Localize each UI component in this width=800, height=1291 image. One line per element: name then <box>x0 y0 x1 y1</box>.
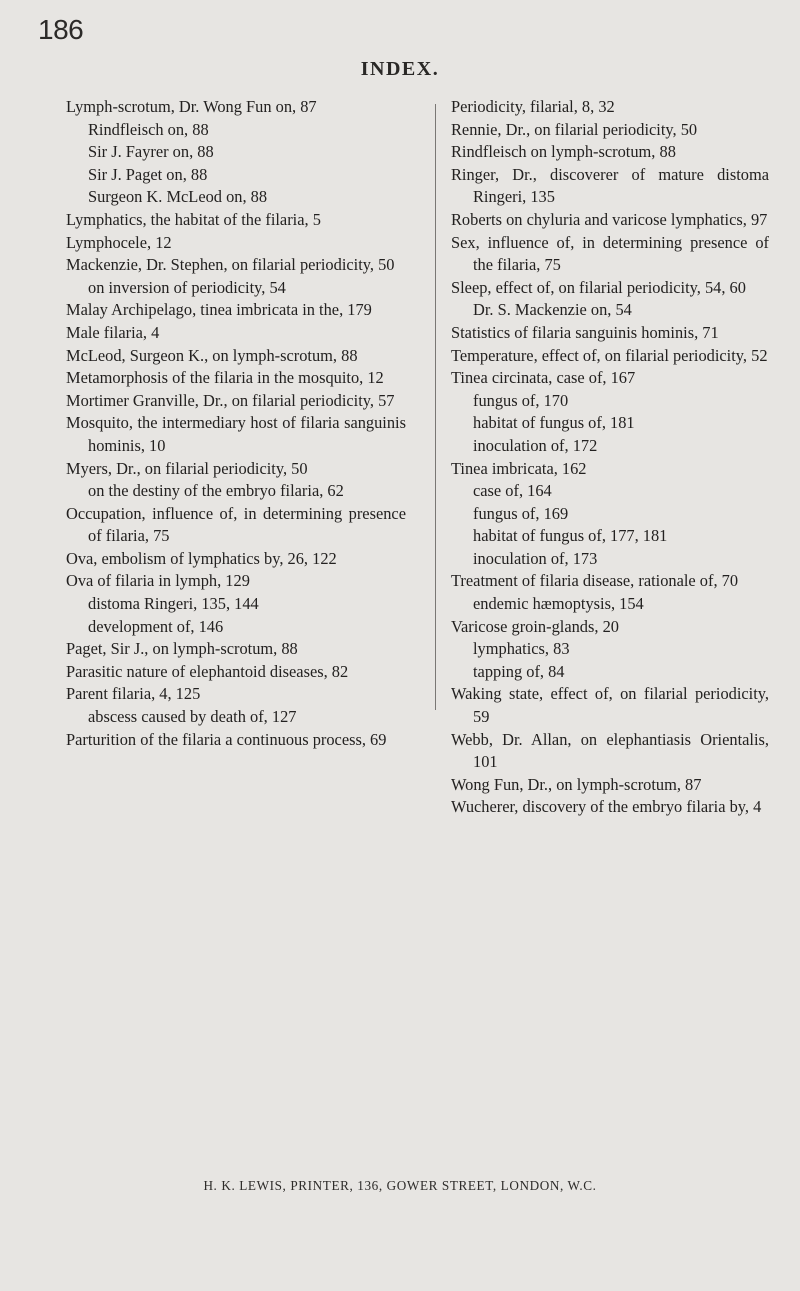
index-entry: Malay Archipelago, tinea imbricata in the, 179 <box>66 300 372 320</box>
index-entry: Ova, embolism of lymphatics by, 26, 122 <box>66 548 337 568</box>
index-entry: Webb, Dr. Allan, on elephantiasis Orientalis, 101 <box>451 729 769 772</box>
index-entry: Wong Fun, Dr., on lymph-scrotum, 87 <box>451 774 702 794</box>
index-entry: Tinea imbricata, 162 <box>451 458 587 478</box>
index-subentry: fungus of, 169 <box>473 503 569 523</box>
index-subentry: abscess caused by death of, 127 <box>88 707 297 727</box>
index-entry: Treatment of filaria disease, rationale of, 70 <box>451 571 739 591</box>
index-entry: Ova of filaria in lymph, 129 <box>66 571 250 591</box>
index-entry: Roberts on chyluria and varicose lymphatics, 97 <box>451 209 768 229</box>
index-entry: Occupation, influence of, in determining presence of filaria, 75 <box>66 503 406 546</box>
index-entry: Metamorphosis of the filaria in the mosquito, 12 <box>66 368 384 388</box>
index-entry: Parent filaria, 4, 125 <box>66 684 201 704</box>
index-entry: Rennie, Dr., on filarial periodicity, 50 <box>451 119 698 139</box>
index-subentry: habitat of fungus of, 181 <box>473 413 635 433</box>
index-subentry: fungus of, 170 <box>473 390 569 410</box>
printer-imprint: H. K. LEWIS, PRINTER, 136, GOWER STREET, LONDON, W.C. <box>203 1178 597 1193</box>
index-subentry: Sir J. Paget on, 88 <box>88 164 208 184</box>
index-entry: Periodicity, filarial, 8, 32 <box>451 97 615 116</box>
index-entry: Statistics of filaria sanguinis hominis, 71 <box>451 322 719 342</box>
index-entry: Myers, Dr., on filarial periodicity, 50 <box>66 458 308 478</box>
index-subentry: inoculation of, 172 <box>473 435 598 455</box>
index-entry: Temperature, effect of, on filarial periodicity, 52 <box>451 345 768 365</box>
column-divider <box>435 104 436 710</box>
index-entry: Varicose groin-glands, 20 <box>451 616 619 636</box>
index-entry: Sex, influence of, in determining presence of the filaria, 75 <box>451 232 769 275</box>
index-entry: Lymph-scrotum, Dr. Wong Fun on, 87 <box>66 97 317 116</box>
index-entry: Lymphatics, the habitat of the filaria, 5 <box>66 209 321 229</box>
index-entry: Lymphocele, 12 <box>66 232 172 252</box>
index-entry: Sleep, effect of, on filarial periodicity, 54, 60 <box>451 277 746 297</box>
index-subentry: tapping of, 84 <box>473 661 565 681</box>
index-column-right <box>451 96 769 819</box>
index-subentry: Dr. S. Mackenzie on, 54 <box>473 300 632 320</box>
index-subentry: distoma Ringeri, 135, 144 <box>88 594 259 614</box>
index-subentry: Rindfleisch on, 88 <box>88 119 209 139</box>
index-subentry: lymphatics, 83 <box>473 639 570 659</box>
index-column-left <box>66 96 406 751</box>
page-title: INDEX. <box>360 58 440 80</box>
index-subentry: Sir J. Fayrer on, 88 <box>88 142 214 162</box>
index-entry: Waking state, effect of, on filarial periodicity, 59 <box>451 684 769 727</box>
index-subentry: case of, 164 <box>473 481 552 501</box>
index-entry: Mackenzie, Dr. Stephen, on filarial periodicity, 50 <box>66 255 395 275</box>
index-subentry: endemic hæmoptysis, 154 <box>473 594 644 614</box>
index-entry: Rindfleisch on lymph-scrotum, 88 <box>451 142 676 162</box>
index-entry: McLeod, Surgeon K., on lymph-scrotum, 88 <box>66 345 358 365</box>
index-entry: Wucherer, discovery of the embryo filaria by, 4 <box>451 797 762 817</box>
index-entry: Ringer, Dr., discoverer of mature distoma Ringeri, 135 <box>451 164 769 207</box>
index-subentry: Surgeon K. McLeod on, 88 <box>88 187 268 207</box>
index-entry: Mosquito, the intermediary host of filaria sanguinis hominis, 10 <box>66 413 406 455</box>
index-subentry: development of, 146 <box>88 616 224 636</box>
index-entry: Parturition of the filaria a continuous process, 69 <box>66 729 387 749</box>
index-subentry: on the destiny of the embryo filaria, 62 <box>88 481 344 501</box>
index-subentry: on inversion of periodicity, 54 <box>88 277 286 297</box>
index-entry: Tinea circinata, case of, 167 <box>451 368 636 388</box>
index-subentry: inoculation of, 173 <box>473 548 598 568</box>
index-entry: Male filaria, 4 <box>66 322 160 342</box>
page-number: 186 <box>38 14 84 45</box>
index-subentry: habitat of fungus of, 177, 181 <box>473 526 668 546</box>
index-entry: Parasitic nature of elephantoid diseases, 82 <box>66 661 349 681</box>
index-entry: Mortimer Granville, Dr., on filarial periodicity, 57 <box>66 390 395 410</box>
index-entry: Paget, Sir J., on lymph-scrotum, 88 <box>66 639 298 659</box>
